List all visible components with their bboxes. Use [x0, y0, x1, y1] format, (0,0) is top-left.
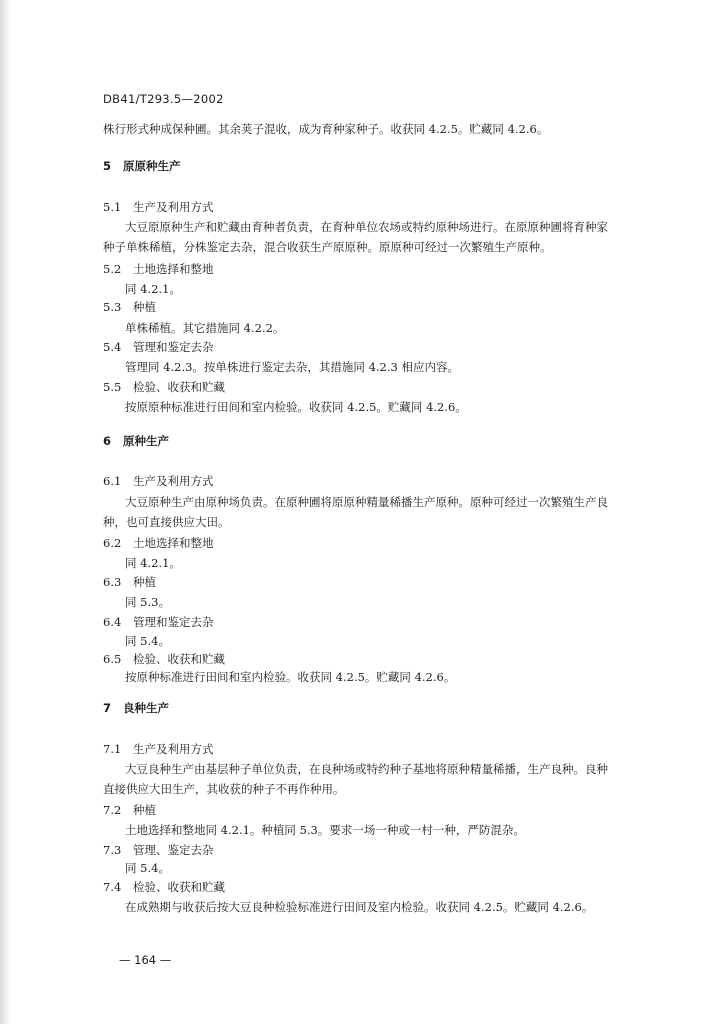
subsection-number: 6.2 [103, 536, 122, 550]
subsection-title: 检验、收获和贮藏 [133, 380, 225, 394]
subsection-heading [103, 614, 214, 630]
subsection-title: 检验、收获和贮藏 [133, 880, 225, 894]
body-text-line: 单株稀植。其它措施同 4.2.2。 [125, 321, 285, 335]
section-heading [103, 700, 169, 716]
subsection-heading [103, 879, 225, 895]
subsection-number: 6.1 [103, 474, 122, 488]
body-text-line: 土地选择和整地同 4.2.1。种植同 5.3。要求一场一种或一村一种，严防混杂。 [125, 823, 525, 837]
subsection-heading [103, 842, 214, 858]
subsection-title: 土地选择和整地 [133, 536, 214, 550]
subsection-number: 5.5 [103, 380, 122, 394]
subsection-heading [103, 339, 214, 355]
subsection-heading [103, 261, 214, 277]
section-heading [103, 158, 181, 174]
body-text-line: 按原原种标准进行田间和室内检验。收获同 4.2.5。贮藏同 4.2.6。 [125, 400, 467, 414]
subsection-heading [103, 574, 156, 590]
body-text-line: 大豆良种生产由基层种子单位负责，在良种场或特约种子基地将原种精量稀播，生产良种。良种 [125, 762, 608, 776]
section-title: 原原种生产 [123, 159, 181, 173]
subsection-title: 种植 [133, 575, 156, 589]
page-number: — 164 — [119, 953, 172, 967]
subsection-heading [103, 199, 214, 215]
subsection-heading [103, 473, 214, 489]
subsection-number: 7.3 [103, 843, 122, 857]
section-number: 7 [103, 701, 112, 715]
subsection-heading [103, 741, 214, 757]
body-text-line: 直接供应大田生产，其收获的种子不再作种用。 [103, 782, 345, 796]
body-text-line: 在成熟期与收获后按大豆良种检验标准进行田间及室内检验。收获同 4.2.5。贮藏同 4.2.6。 [125, 900, 594, 914]
document-standard-code: DB41/T293.5—2002 [103, 92, 224, 106]
section-number: 5 [103, 159, 112, 173]
body-text-line: 大豆原种生产由原种场负责。在原种圃将原原种精量稀播生产原种。原种可经过一次繁殖生产良 [125, 495, 608, 509]
body-text-line: 同 4.2.1。 [125, 556, 181, 570]
subsection-title: 生产及利用方式 [133, 742, 214, 756]
subsection-title: 生产及利用方式 [133, 474, 214, 488]
section-heading [103, 433, 169, 449]
subsection-heading [103, 535, 214, 551]
subsection-number: 7.1 [103, 742, 122, 756]
subsection-number: 5.1 [103, 200, 122, 214]
subsection-number: 5.4 [103, 340, 122, 354]
subsection-heading [103, 299, 156, 315]
subsection-number: 7.2 [103, 803, 122, 817]
scan-edge-shadow [0, 0, 10, 1024]
body-text-line: 管理同 4.2.3。按单株进行鉴定去杂，其措施同 4.2.3 相应内容。 [125, 360, 459, 374]
subsection-title: 管理和鉴定去杂 [133, 615, 214, 629]
body-text-line: 同 5.3。 [125, 595, 170, 609]
subsection-heading [103, 802, 156, 818]
section-title: 良种生产 [123, 701, 169, 715]
section-number: 6 [103, 434, 112, 448]
subsection-number: 7.4 [103, 880, 122, 894]
subsection-heading [103, 651, 225, 667]
subsection-number: 5.2 [103, 262, 122, 276]
body-text-line: 种，也可直接供应大田。 [103, 515, 230, 529]
subsection-number: 6.5 [103, 652, 122, 666]
subsection-number: 6.4 [103, 615, 122, 629]
subsection-title: 土地选择和整地 [133, 262, 214, 276]
subsection-title: 种植 [133, 300, 156, 314]
body-text-line: 大豆原原种生产和贮藏由育种者负责，在育种单位农场或特约原种场进行。在原原种圃将育种家 [125, 220, 608, 234]
subsection-title: 生产及利用方式 [133, 200, 214, 214]
subsection-title: 管理、鉴定去杂 [133, 843, 214, 857]
body-text-line: 同 5.4。 [125, 861, 170, 875]
subsection-number: 5.3 [103, 300, 122, 314]
subsection-title: 管理和鉴定去杂 [133, 340, 214, 354]
intro-line: 株行形式种成保种圃。其余荚子混收，成为育种家种子。收获同 4.2.5。贮藏同 4.2.6。 [103, 122, 549, 136]
body-text-line: 种子单株稀植，分株鉴定去杂，混合收获生产原原种。原原种可经过一次繁殖生产原种。 [103, 240, 552, 254]
subsection-heading [103, 379, 225, 395]
section-title: 原种生产 [123, 434, 169, 448]
subsection-title: 种植 [133, 803, 156, 817]
body-text-line: 同 4.2.1。 [125, 282, 181, 296]
subsection-number: 6.3 [103, 575, 122, 589]
body-text-line: 按原种标准进行田间和室内检验。收获同 4.2.5。贮藏同 4.2.6。 [125, 670, 456, 684]
body-text-line: 同 5.4。 [125, 634, 170, 648]
subsection-title: 检验、收获和贮藏 [133, 652, 225, 666]
